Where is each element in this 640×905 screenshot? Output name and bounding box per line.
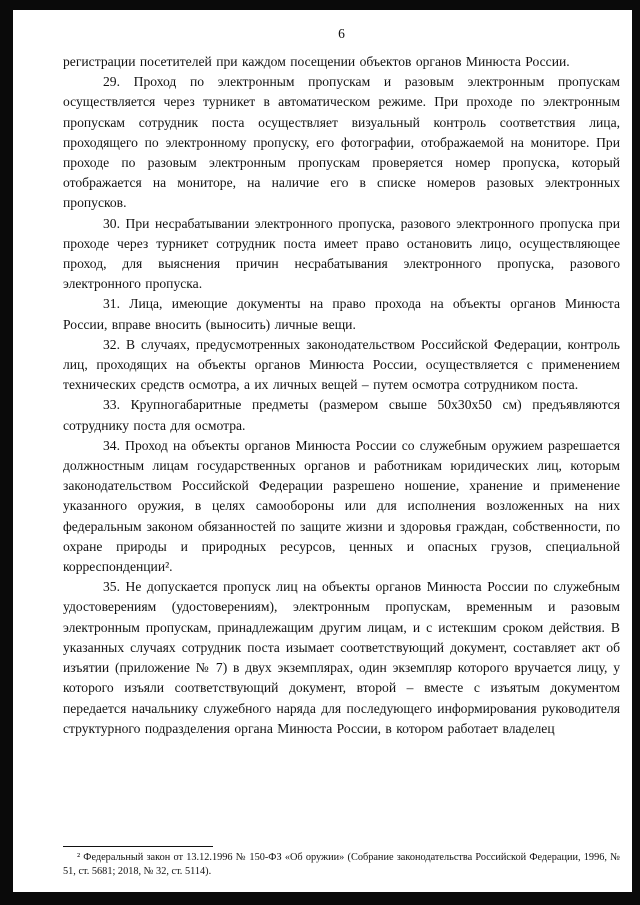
document-page <box>13 10 632 892</box>
footnote-separator <box>63 846 213 847</box>
document-body <box>63 52 620 739</box>
paragraph-30: 30. При несрабатывании электронного пропуска, разового электронного пропуска при проходе через турникет сотрудник поста имеет право остановить лицо, осуществляющее проход, для выяснения причин несрабатывания электронного пропуска, разового электронного пропуска. <box>63 215 620 292</box>
paragraph-33: 33. Крупногабаритные предметы (размером свыше 50х30х50 см) предъявляются сотруднику поста для осмотра. <box>63 397 620 433</box>
paragraph-35: 35. Не допускается пропуск лиц на объекты органов Минюста России по служебным удостоверениям (удостоверениям), электронным пропускам, временным и разовым электронным пропускам, принадлежащим другим лицам, и с истекшим сроком действия. В указанных случаях сотрудник поста изымает соответствующий документ, составляет акт об изъятии (приложение № 7) в двух экземплярах, один экземпляр которого вручается лицу, у которого изъяли соответствующий документ, второй – вместе с изъятым документом передается начальнику служебного наряда для последующего информирования руководителя структурного подразделения органа Минюста России, в котором работает владелец <box>63 579 620 736</box>
paragraph-29: 29. Проход по электронным пропускам и разовым электронным пропускам осуществляется через турникет в автоматическом режиме. При проходе по электронным пропускам сотрудник поста осуществляет визуальный контроль соответствия лица, проходящего по электронному пропуску, его фотографии, отображаемой на мониторе. При проходе по разовым электронным пропускам проверяется номер пропуска, который отображается на мониторе, на наличие его в списке номеров разовых электронных пропусков. <box>63 74 620 211</box>
footnote-block <box>63 846 620 878</box>
page-number: 6 <box>338 26 345 41</box>
paragraph-34: 34. Проход на объекты органов Минюста России со служебным оружием разрешается должностным лицам государственных органов и работникам юридических лиц, которым законодательством Российской Федерации разрешено ношение, хранение и применение указанного оружия, в целях самообороны или для исполнения возложенных на них федеральным законом обязанностей по защите жизни и здоровья граждан, собственности, по охране природы и природных ресурсов, ценных и опасных грузов, специальной корреспонденции². <box>63 437 620 575</box>
paragraph-32: 32. В случаях, предусмотренных законодательством Российской Федерации, контроль лиц, проходящих на объекты органов Минюста России, осуществляется с применением технических средств осмотра, а их личных вещей – путем осмотра сотрудником поста. <box>63 336 620 393</box>
paragraph-continuation: регистрации посетителей при каждом посещении объектов органов Минюста России. <box>63 54 570 69</box>
footnote: ² Федеральный закон от 13.12.1996 № 150-ФЗ «Об оружии» (Собрание законодательства Российской Федерации, 1996, № 51, ст. 5681; 2018, № 32, ст. 5114). <box>63 852 620 877</box>
paragraph-31: 31. Лица, имеющие документы на право прохода на объекты органов Минюста России, вправе вносить (выносить) личные вещи. <box>63 296 620 332</box>
